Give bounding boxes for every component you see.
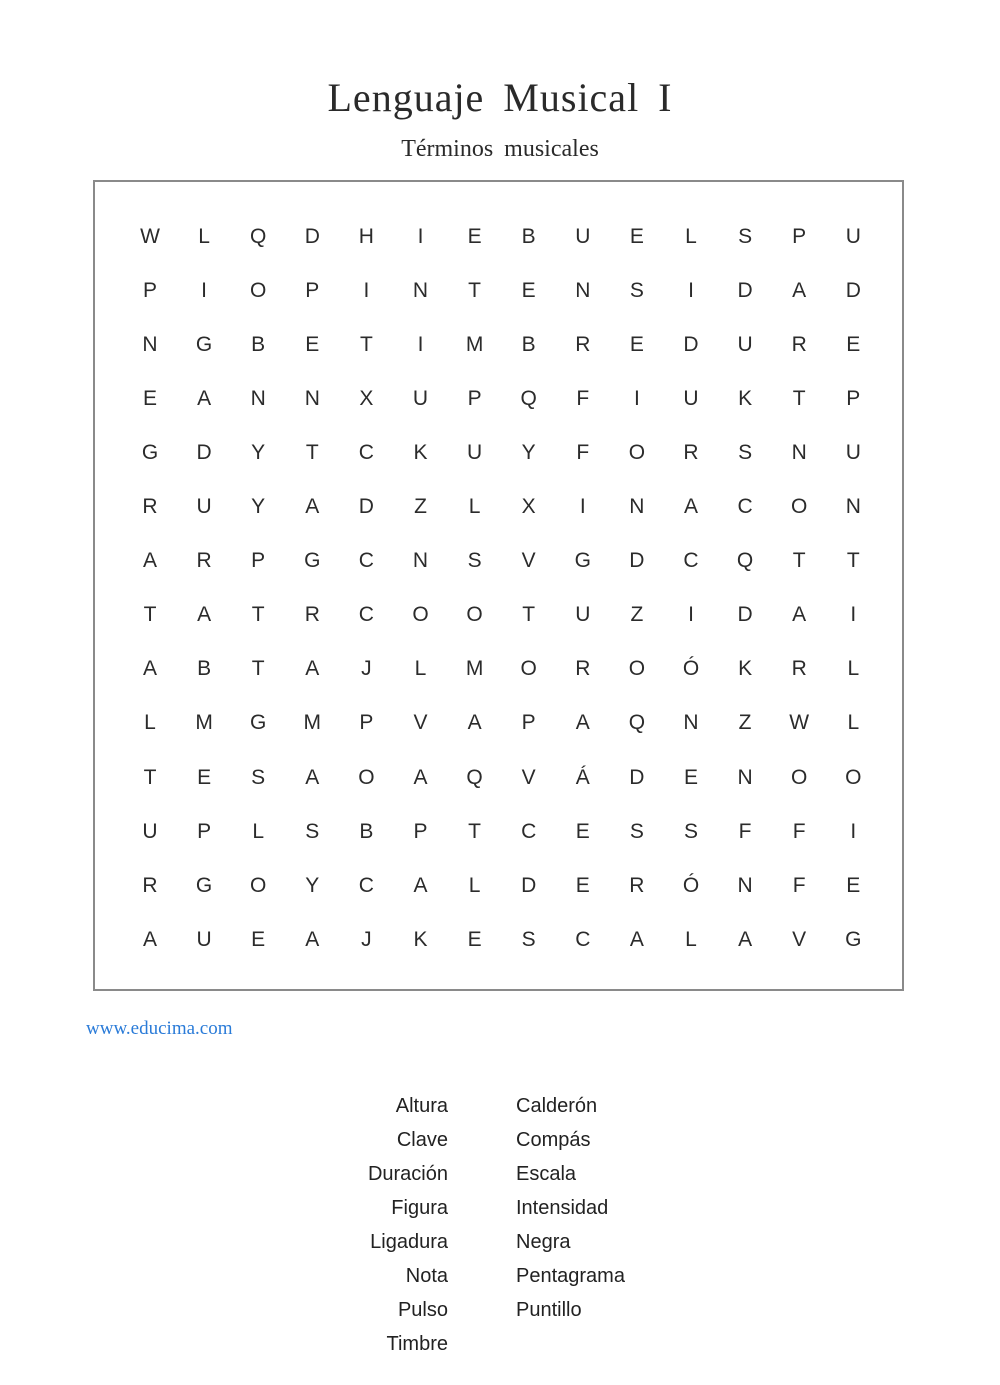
grid-letter[interactable]: D <box>683 333 699 357</box>
grid-letter[interactable]: S <box>738 441 753 465</box>
grid-letter[interactable]: Y <box>521 441 536 465</box>
word-list-item: Negra <box>516 1231 571 1253</box>
grid-letter[interactable]: G <box>250 711 267 735</box>
grid-letter[interactable]: A <box>792 279 807 303</box>
grid-letter[interactable]: E <box>305 333 320 357</box>
grid-letter[interactable]: U <box>412 387 429 411</box>
grid-letter[interactable]: O <box>628 441 646 465</box>
grid-letter[interactable]: I <box>688 279 694 303</box>
grid-letter[interactable]: U <box>467 441 483 465</box>
word-search-grid <box>93 180 904 991</box>
grid-letter[interactable]: P <box>792 225 807 248</box>
grid-letter[interactable]: F <box>576 387 590 411</box>
grid-letter[interactable]: M <box>303 711 322 735</box>
grid-letter[interactable]: U <box>142 819 158 843</box>
grid-letter[interactable]: P <box>413 819 428 843</box>
grid-letter[interactable]: S <box>629 279 644 303</box>
word-list-item: Pentagrama <box>516 1265 625 1287</box>
grid-letter[interactable]: E <box>846 873 861 897</box>
word-list-item: Pulso <box>397 1299 448 1321</box>
word-list-item: Clave <box>396 1129 448 1151</box>
grid-letter[interactable]: A <box>413 873 428 897</box>
grid-letter[interactable]: P <box>197 819 212 843</box>
grid-letter[interactable]: L <box>685 225 697 248</box>
grid-letter[interactable]: T <box>792 549 806 573</box>
grid-letter[interactable]: S <box>629 819 644 843</box>
grid-letter[interactable]: C <box>358 873 374 897</box>
grid-letter[interactable]: K <box>413 441 428 465</box>
grid-letter[interactable]: G <box>574 549 591 573</box>
grid-letter[interactable]: U <box>575 603 591 627</box>
grid-letter[interactable]: C <box>358 549 374 573</box>
grid-letter[interactable]: L <box>144 711 156 735</box>
grid-letter[interactable]: P <box>359 711 374 735</box>
grid-letter[interactable]: A <box>305 657 320 681</box>
grid-letter[interactable]: N <box>737 765 753 789</box>
word-list-item: Intensidad <box>516 1197 609 1219</box>
grid-letter[interactable]: O <box>250 279 267 303</box>
grid-letter[interactable]: Z <box>738 711 752 735</box>
grid-letter[interactable]: O <box>412 603 429 627</box>
grid-letter[interactable]: S <box>251 765 266 789</box>
grid-letter[interactable]: K <box>738 387 753 411</box>
grid-letter[interactable]: V <box>521 765 536 789</box>
grid-letter[interactable]: C <box>683 549 699 573</box>
grid-letter[interactable]: U <box>196 927 212 951</box>
grid-letter[interactable]: B <box>197 657 212 681</box>
grid-letter[interactable]: A <box>197 603 212 627</box>
grid-letter[interactable]: L <box>414 657 427 681</box>
grid-letter[interactable]: N <box>791 441 807 465</box>
grid-letter[interactable]: L <box>847 657 860 681</box>
grid-letter[interactable]: R <box>575 333 591 357</box>
grid-letter[interactable]: S <box>683 819 698 843</box>
grid-letter[interactable]: D <box>845 279 861 303</box>
grid-letter[interactable]: T <box>251 603 265 627</box>
word-list-left <box>300 1091 448 1363</box>
grid-letter[interactable]: M <box>465 333 484 357</box>
grid-letter[interactable]: I <box>633 387 640 411</box>
word-list-item: Puntillo <box>516 1299 582 1321</box>
grid-letter[interactable]: Z <box>630 603 644 627</box>
word-list-item: Escala <box>516 1163 577 1185</box>
grid-letter[interactable]: O <box>791 765 808 789</box>
grid-letter[interactable]: B <box>521 225 536 248</box>
grid-letter[interactable]: X <box>359 387 374 411</box>
word-list-item: Altura <box>395 1095 448 1117</box>
grid-letter[interactable]: P <box>251 549 266 573</box>
grid-letter[interactable]: X <box>521 495 536 519</box>
grid-letter[interactable]: T <box>143 765 157 789</box>
grid-letter[interactable]: F <box>576 441 590 465</box>
word-list-right <box>516 1091 716 1329</box>
grid-letter[interactable]: Z <box>414 495 427 519</box>
letter-grid <box>95 182 902 989</box>
grid-letter[interactable]: L <box>847 711 860 735</box>
grid-letter[interactable]: O <box>628 657 646 681</box>
grid-letter[interactable]: F <box>792 819 806 843</box>
grid-letter[interactable]: U <box>845 441 861 465</box>
grid-letter[interactable]: W <box>789 711 810 735</box>
grid-letter[interactable]: O <box>791 495 808 519</box>
grid-letter[interactable]: T <box>143 603 157 627</box>
grid-letter[interactable]: U <box>737 333 753 357</box>
word-list-item: Ligadura <box>370 1231 448 1253</box>
grid-letter[interactable]: Y <box>251 495 266 519</box>
grid-letter[interactable]: Q <box>736 549 754 573</box>
grid-letter[interactable]: A <box>792 603 807 627</box>
grid-letter[interactable]: O <box>358 765 375 789</box>
grid-letter[interactable]: Q <box>250 225 267 248</box>
grid-letter[interactable]: G <box>845 927 862 951</box>
grid-letter[interactable]: B <box>521 333 536 357</box>
grid-letter[interactable]: N <box>412 549 429 573</box>
grid-letter[interactable]: Ó <box>682 873 700 897</box>
grid-letter[interactable]: F <box>792 873 806 897</box>
grid-letter[interactable]: P <box>521 711 536 735</box>
grid-letter[interactable]: O <box>466 603 483 627</box>
grid-letter[interactable]: N <box>845 495 861 519</box>
grid-letter[interactable]: D <box>629 765 645 789</box>
grid-letter[interactable]: N <box>737 873 753 897</box>
grid-letter[interactable]: G <box>195 333 213 357</box>
grid-letter[interactable]: E <box>467 927 482 951</box>
grid-letter[interactable]: G <box>195 873 213 897</box>
grid-letter[interactable]: E <box>683 765 698 789</box>
grid-letter[interactable]: A <box>413 765 428 789</box>
grid-letter[interactable]: E <box>467 225 482 248</box>
word-list-item: Figura <box>391 1197 448 1219</box>
grid-letter[interactable]: N <box>575 279 591 303</box>
grid-letter[interactable]: E <box>575 873 590 897</box>
grid-letter[interactable]: Q <box>628 711 646 735</box>
grid-letter[interactable]: C <box>575 927 591 951</box>
grid-letter[interactable]: K <box>738 657 753 681</box>
grid-letter[interactable]: N <box>683 711 699 735</box>
grid-letter[interactable]: V <box>792 927 807 951</box>
grid-letter[interactable]: P <box>846 387 861 411</box>
grid-letter[interactable]: V <box>521 549 536 573</box>
grid-letter[interactable]: R <box>142 873 158 897</box>
grid-letter[interactable]: A <box>305 495 320 519</box>
grid-letter[interactable]: Q <box>520 387 537 411</box>
grid-letter[interactable]: T <box>522 603 536 627</box>
grid-letter[interactable]: O <box>845 765 862 789</box>
grid-letter[interactable]: T <box>251 657 265 681</box>
grid-letter[interactable]: E <box>521 279 536 303</box>
grid-letter[interactable]: D <box>521 873 537 897</box>
grid-letter[interactable]: M <box>195 711 213 735</box>
grid-letter[interactable]: I <box>850 819 857 843</box>
grid-letter[interactable]: Y <box>305 873 320 897</box>
grid-letter[interactable]: I <box>417 333 424 357</box>
grid-letter[interactable]: D <box>358 495 374 519</box>
grid-letter[interactable]: J <box>361 657 372 681</box>
grid-letter[interactable]: R <box>142 495 158 519</box>
grid-letter[interactable]: A <box>575 711 590 735</box>
grid-letter[interactable]: I <box>688 603 694 627</box>
grid-letter[interactable]: I <box>579 495 586 519</box>
grid-letter[interactable]: N <box>142 333 158 357</box>
grid-letter[interactable]: U <box>196 495 212 519</box>
grid-letter[interactable]: S <box>521 927 536 951</box>
grid-letter[interactable]: Ó <box>682 657 700 681</box>
grid-letter[interactable]: U <box>683 387 699 411</box>
grid-letter[interactable]: C <box>358 603 374 627</box>
grid-letter[interactable]: L <box>468 495 481 519</box>
grid-letter[interactable]: D <box>737 279 753 303</box>
grid-letter[interactable]: S <box>467 549 482 573</box>
grid-letter[interactable]: E <box>629 225 644 248</box>
word-list-item: Calderón <box>516 1095 598 1117</box>
grid-letter[interactable]: N <box>412 279 429 303</box>
grid-letter[interactable]: N <box>304 387 320 411</box>
grid-letter[interactable]: A <box>683 495 698 519</box>
grid-letter[interactable]: A <box>629 927 644 951</box>
grid-letter[interactable]: D <box>629 549 645 573</box>
grid-letter[interactable]: E <box>575 819 590 843</box>
grid-letter[interactable]: U <box>845 225 861 248</box>
grid-letter[interactable]: A <box>142 927 157 951</box>
grid-letter[interactable]: D <box>737 603 753 627</box>
page-subtitle: Términos musicales <box>401 136 599 162</box>
grid-letter[interactable]: E <box>197 765 212 789</box>
grid-letter[interactable]: I <box>850 603 857 627</box>
grid-letter[interactable]: Á <box>575 765 590 789</box>
grid-letter[interactable]: R <box>683 441 699 465</box>
grid-letter[interactable]: O <box>520 657 537 681</box>
grid-letter[interactable]: E <box>629 333 644 357</box>
grid-letter[interactable]: C <box>737 495 753 519</box>
page-title: Lenguaje Musical I <box>327 75 673 120</box>
grid-letter[interactable]: R <box>791 657 807 681</box>
grid-letter[interactable]: T <box>792 387 806 411</box>
grid-letter[interactable]: E <box>846 333 861 357</box>
grid-letter[interactable]: R <box>196 549 212 573</box>
grid-letter[interactable]: R <box>304 603 320 627</box>
grid-letter[interactable]: T <box>846 549 860 573</box>
grid-letter[interactable]: P <box>305 279 320 303</box>
word-list-item: Nota <box>405 1265 448 1287</box>
grid-letter[interactable]: T <box>468 279 481 303</box>
grid-letter[interactable]: I <box>363 279 370 303</box>
grid-letter[interactable]: W <box>140 225 160 248</box>
grid-letter[interactable]: K <box>413 927 428 951</box>
grid-letter[interactable]: A <box>142 549 157 573</box>
grid-letter[interactable]: S <box>305 819 320 843</box>
grid-letter[interactable]: R <box>629 873 645 897</box>
grid-letter[interactable]: E <box>142 387 157 411</box>
grid-letter[interactable]: R <box>575 657 591 681</box>
grid-letter[interactable]: V <box>413 711 428 735</box>
grid-letter[interactable]: A <box>305 927 320 951</box>
grid-letter[interactable]: A <box>467 711 482 735</box>
word-list-item: Duración <box>367 1163 448 1185</box>
grid-letter[interactable]: N <box>629 495 645 519</box>
grid-letter[interactable]: H <box>358 225 374 248</box>
grid-letter[interactable]: G <box>304 549 321 573</box>
grid-letter[interactable]: I <box>417 225 424 248</box>
grid-letter[interactable]: G <box>141 441 159 465</box>
grid-letter[interactable]: T <box>468 819 481 843</box>
grid-letter[interactable]: L <box>468 873 481 897</box>
grid-letter[interactable]: Y <box>251 441 266 465</box>
grid-letter[interactable]: E <box>251 927 266 951</box>
grid-letter[interactable]: A <box>305 765 320 789</box>
site-link[interactable]: www.educima.com <box>86 1018 233 1039</box>
grid-letter[interactable]: I <box>201 279 208 303</box>
grid-letter[interactable]: D <box>196 441 212 465</box>
grid-letter[interactable]: L <box>198 225 210 248</box>
word-list-item: Compás <box>516 1129 591 1151</box>
grid-letter[interactable]: A <box>142 657 157 681</box>
grid-letter[interactable]: T <box>359 333 373 357</box>
grid-letter[interactable]: T <box>305 441 319 465</box>
word-list-item: Timbre <box>386 1333 448 1355</box>
grid-letter[interactable]: A <box>197 387 212 411</box>
grid-letter[interactable]: J <box>361 927 372 951</box>
grid-letter[interactable]: Q <box>466 765 483 789</box>
grid-letter[interactable]: A <box>738 927 753 951</box>
grid-letter[interactable]: L <box>685 927 697 951</box>
grid-letter[interactable]: L <box>252 819 265 843</box>
grid-letter[interactable]: S <box>738 225 753 248</box>
grid-letter[interactable]: B <box>251 333 266 357</box>
grid-letter[interactable]: O <box>250 873 267 897</box>
grid-letter[interactable]: C <box>358 441 374 465</box>
grid-letter[interactable]: N <box>250 387 266 411</box>
grid-letter[interactable]: D <box>304 225 320 248</box>
grid-letter[interactable]: B <box>359 819 374 843</box>
grid-letter[interactable]: M <box>465 657 484 681</box>
grid-letter[interactable]: C <box>521 819 537 843</box>
grid-letter[interactable]: P <box>467 387 482 411</box>
grid-letter[interactable]: U <box>575 225 591 248</box>
grid-letter[interactable]: P <box>142 279 157 303</box>
grid-letter[interactable]: R <box>791 333 807 357</box>
grid-letter[interactable]: F <box>738 819 752 843</box>
